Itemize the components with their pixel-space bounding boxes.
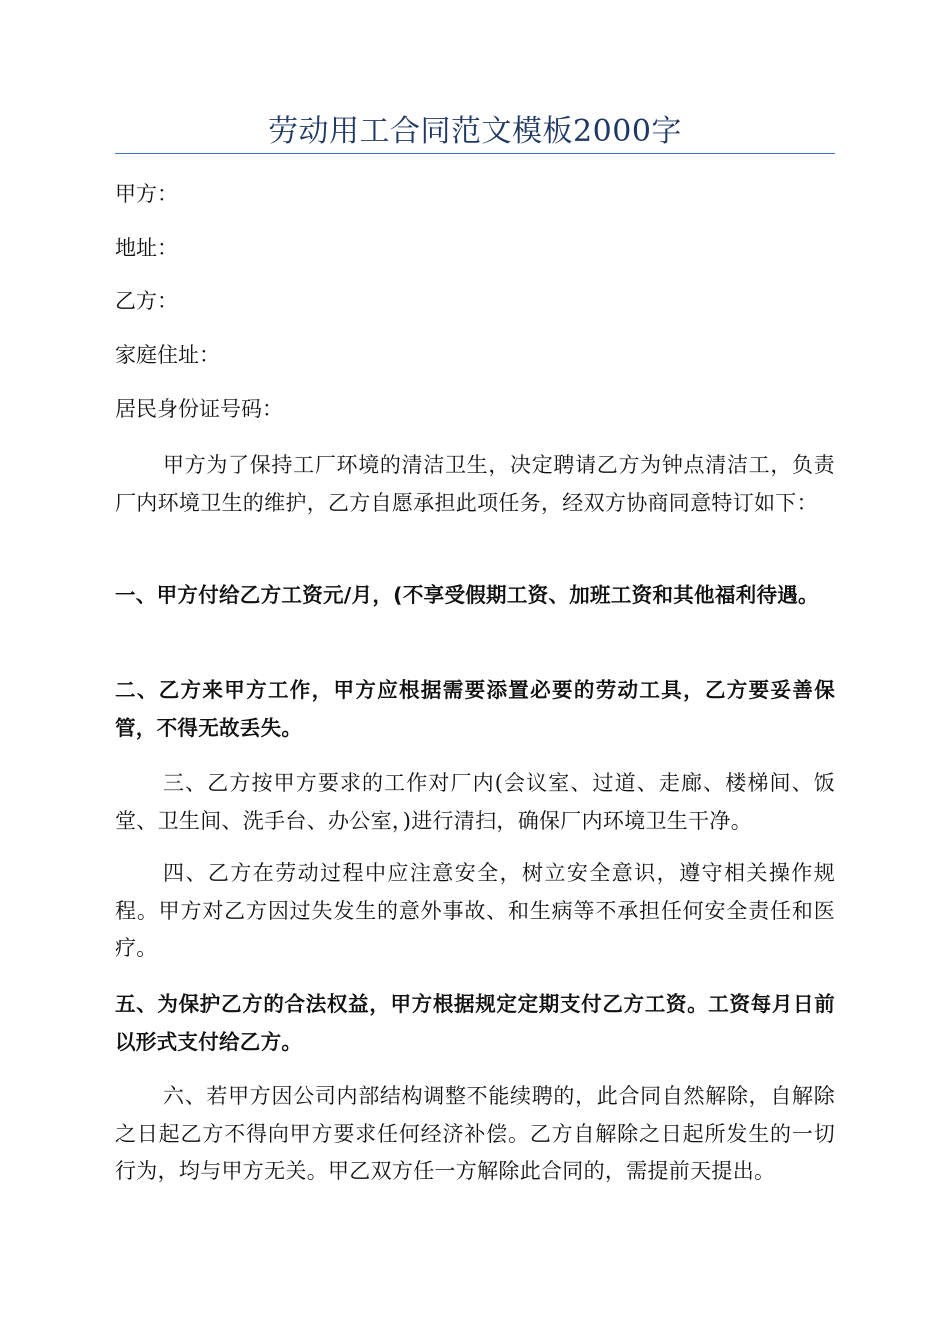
clause-1: 一、甲方付给乙方工资元/月，(不享受假期工资、加班工资和其他福利待遇。 [115,583,819,607]
clause-2: 二、乙方来甲方工作，甲方应根据需要添置必要的劳动工具，乙方要妥善保管，不得无故丢失。 [115,678,835,740]
clause-3: 三、乙方按甲方要求的工作对厂内(会议室、过道、走廊、楼梯间、饭堂、卫生间、洗手台、办公室，)进行清扫，确保厂内环境卫生干净。 [115,771,835,833]
clause-4: 四、乙方在劳动过程中应注意安全，树立安全意识，遵守相关操作规程。甲方对乙方因过失发生的意外事故、和生病等不承担任何安全责任和医疗。 [115,861,835,960]
field-address: 地址： [115,236,178,260]
field-party-a: 甲方： [115,182,178,206]
clause-6: 六、若甲方因公司内部结构调整不能续聘的，此合同自然解除，自解除之日起乙方不得向甲方要求任何经济补偿。乙方自解除之日起所发生的一切行为，均与甲方无关。甲乙双方任一方解除此合同的，需提前天提出。 [115,1084,835,1183]
field-party-b: 乙方： [115,289,178,313]
field-id-number: 居民身份证号码： [115,397,283,421]
document-title: 劳动用工合同范文模板2000字 [268,114,682,149]
field-home-address: 家庭住址： [115,343,220,367]
title-underline [115,153,835,154]
clause-5: 五、为保护乙方的合法权益，甲方根据规定定期支付乙方工资。工资每月日前以形式支付给乙方。 [115,992,835,1054]
intro-paragraph: 甲方为了保持工厂环境的清洁卫生，决定聘请乙方为钟点清洁工，负责厂内环境卫生的维护，乙方自愿承担此项任务，经双方协商同意特订如下： [115,453,835,515]
